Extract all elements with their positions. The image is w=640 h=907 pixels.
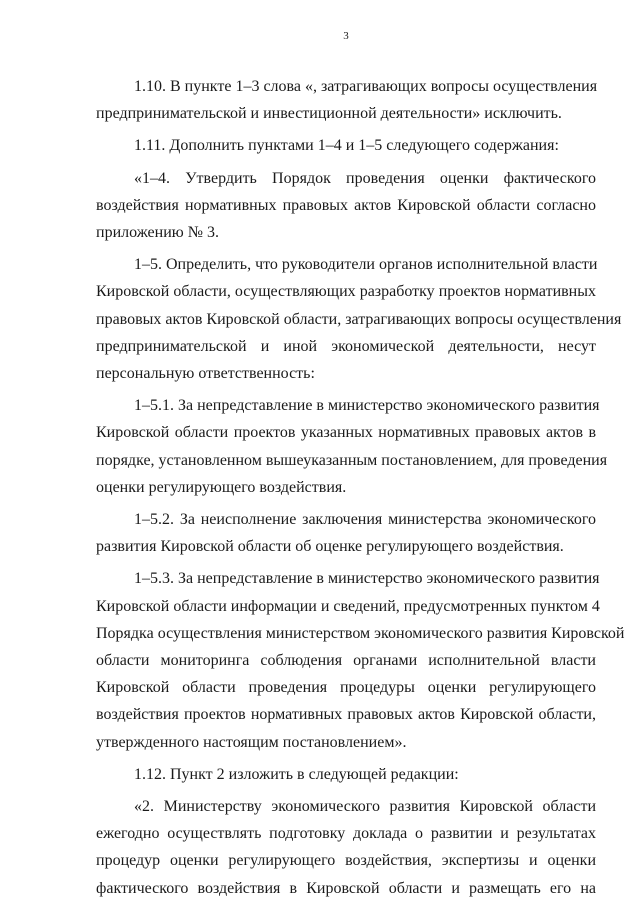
text-line: 1–5.1. За непредставление в министерство экономического развития — [134, 397, 600, 415]
text-line: порядке, установленном вышеуказанным постановлением, для проведения — [96, 451, 608, 469]
paragraph — [96, 793, 596, 902]
text-line: 1–5.2. За неисполнение заключения министерства экономического — [134, 511, 596, 529]
document-body — [96, 73, 625, 907]
text-line: области мониторинга соблюдения органами исполнительной власти — [96, 652, 596, 670]
text-line: 1–5. Определить, что руководители органов исполнительной власти — [134, 256, 598, 274]
paragraph — [96, 761, 596, 788]
text-line: процедур оценки регулирующего воздействия, экспертизы и оценки — [96, 852, 596, 870]
text-line: 1–5.3. За непредставление в министерство экономического развития — [134, 570, 600, 588]
paragraph — [96, 565, 625, 755]
text-line: 1.12. Пункт 2 изложить в следующей редакции: — [134, 765, 459, 783]
text-line: оценки регулирующего воздействия. — [96, 478, 347, 496]
text-line: ежегодно осуществлять подготовку доклада о развитии и результатах — [96, 825, 596, 843]
text-line: «1–4. Утвердить Порядок проведения оценки фактического — [134, 169, 596, 187]
paragraph — [96, 73, 596, 127]
text-line: воздействия нормативных правовых актов Кировской области согласно — [96, 196, 596, 214]
text-line: Кировской области информации и сведений, предусмотренных пунктом 4 — [96, 597, 600, 615]
paragraph — [96, 392, 608, 501]
text-line: Кировской области, осуществляющих разработку проектов нормативных — [96, 283, 596, 301]
text-line: 1.10. В пункте 1–3 слова «, затрагивающих вопросы осуществления — [134, 78, 598, 95]
text-line: предпринимательской и иной экономической деятельности, несут — [96, 337, 596, 355]
text-line: утвержденного настоящим постановлением». — [96, 733, 407, 751]
text-line: развития Кировской области об оценке регулирующего воздействия. — [96, 538, 564, 556]
text-line: воздействия проектов нормативных правовых актов Кировской области, — [96, 706, 596, 724]
text-line: приложению № 3. — [96, 224, 219, 242]
paragraph — [96, 132, 596, 159]
paragraph — [96, 165, 596, 247]
text-line: «2. Министерству экономического развития Кировской области — [134, 798, 596, 816]
text-line: Порядка осуществления министерством экономического развития Кировской — [96, 624, 625, 642]
text-line: Кировской области проведения процедуры оценки регулирующего — [96, 679, 596, 697]
paragraph — [96, 506, 596, 560]
paragraph — [96, 251, 622, 387]
page-number: 3 — [343, 30, 349, 42]
text-line: фактического воздействия в Кировской области и размещать его на — [96, 879, 596, 897]
text-line: правовых актов Кировской области, затрагивающих вопросы осуществления — [96, 310, 622, 328]
text-line: персональную ответственность: — [96, 365, 315, 383]
text-line: предпринимательской и инвестиционной деятельности» исключить. — [96, 105, 562, 123]
text-line: 1.11. Дополнить пунктами 1–4 и 1–5 следующего содержания: — [134, 137, 559, 155]
text-line: Кировской области проектов указанных нормативных правовых актов в — [96, 424, 596, 442]
